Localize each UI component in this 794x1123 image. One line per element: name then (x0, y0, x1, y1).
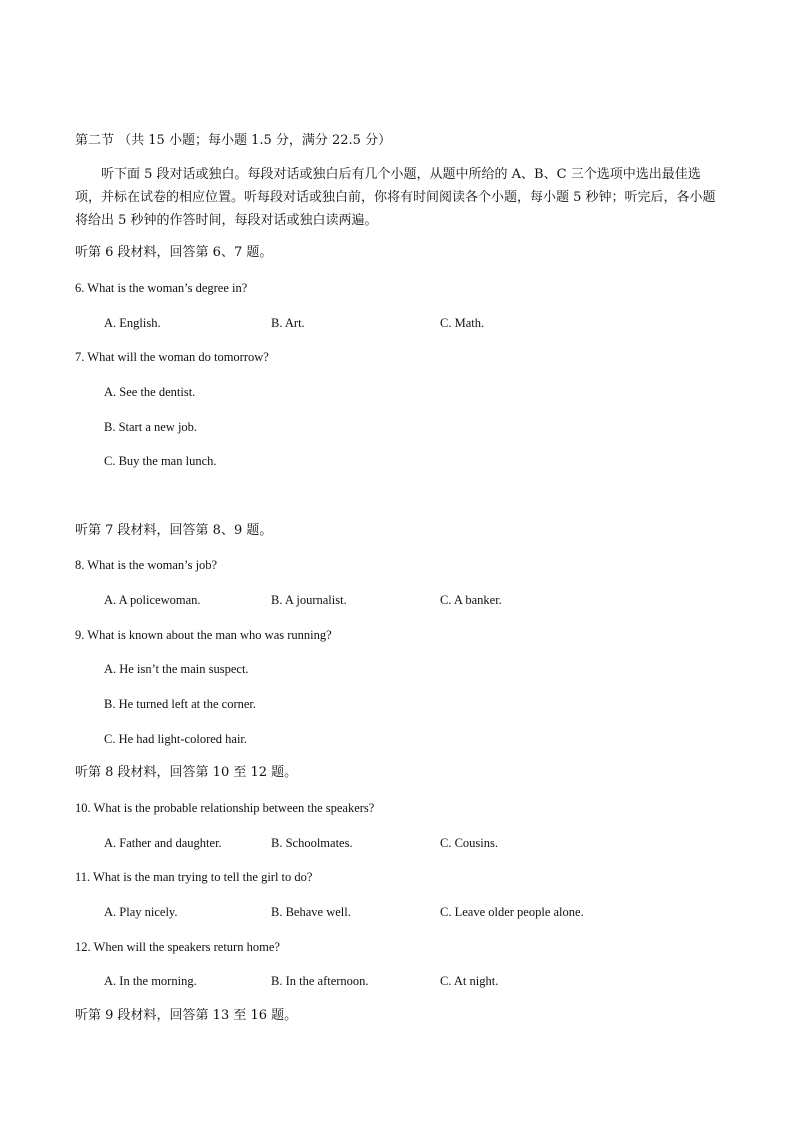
option-11a: A. Play nicely. (104, 905, 178, 919)
option-6b: B. Art. (271, 316, 305, 330)
question-10: 10. What is the probable relationship between the speakers? (75, 801, 375, 815)
option-7c: C. Buy the man lunch. (104, 454, 217, 468)
option-7b: B. Start a new job. (104, 420, 198, 434)
option-12a: A. In the morning. (104, 974, 197, 988)
option-9a: A. He isn’t the main suspect. (104, 662, 249, 676)
question-9: 9. What is known about the man who was running? (75, 628, 332, 642)
section-instructions: 听下面 5 段对话或独白。每段对话或独白后有几个小题，从题中所给的 A、B、C 三个选项中选出最佳选项，并标在试卷的相应位置。听每段对话或独白前，你将有时间阅读各个小题，每小题 5 秒钟；听完后，各小题将给出 5 秒钟的作答时间，每段对话或独白读两遍。 (75, 167, 716, 228)
option-12c: C. At night. (440, 974, 499, 988)
question-12: 12. When will the speakers return home? (75, 940, 280, 954)
option-6c: C. Math. (440, 316, 485, 330)
option-8c: C. A banker. (440, 593, 502, 607)
option-12b: B. In the afternoon. (271, 974, 369, 988)
question-7: 7. What will the woman do tomorrow? (75, 350, 269, 364)
question-8: 8. What is the woman’s job? (75, 558, 218, 572)
option-11c: C. Leave older people alone. (440, 905, 584, 919)
group-intro: 听第 8 段材料，回答第 10 至 12 题。 (75, 765, 298, 780)
option-9b: B. He turned left at the corner. (104, 697, 257, 711)
question-6: 6. What is the woman’s degree in? (75, 281, 248, 295)
option-6a: A. English. (104, 316, 161, 330)
option-10b: B. Schoolmates. (271, 836, 353, 850)
option-10a: A. Father and daughter. (104, 836, 222, 850)
question-11: 11. What is the man trying to tell the girl to do? (75, 870, 313, 884)
option-7a: A. See the dentist. (104, 385, 196, 399)
option-11b: B. Behave well. (271, 905, 351, 919)
option-9c: C. He had light-colored hair. (104, 732, 248, 746)
option-10c: C. Cousins. (440, 836, 499, 850)
option-8b: B. A journalist. (271, 593, 347, 607)
group-intro: 听第 6 段材料，回答第 6、7 题。 (75, 245, 273, 260)
section-heading: 第二节 （共 15 小题；每小题 1.5 分，满分 22.5 分） (75, 133, 392, 148)
group-intro: 听第 7 段材料，回答第 8、9 题。 (75, 523, 273, 538)
option-8a: A. A policewoman. (104, 593, 201, 607)
group-intro: 听第 9 段材料，回答第 13 至 16 题。 (75, 1008, 298, 1023)
